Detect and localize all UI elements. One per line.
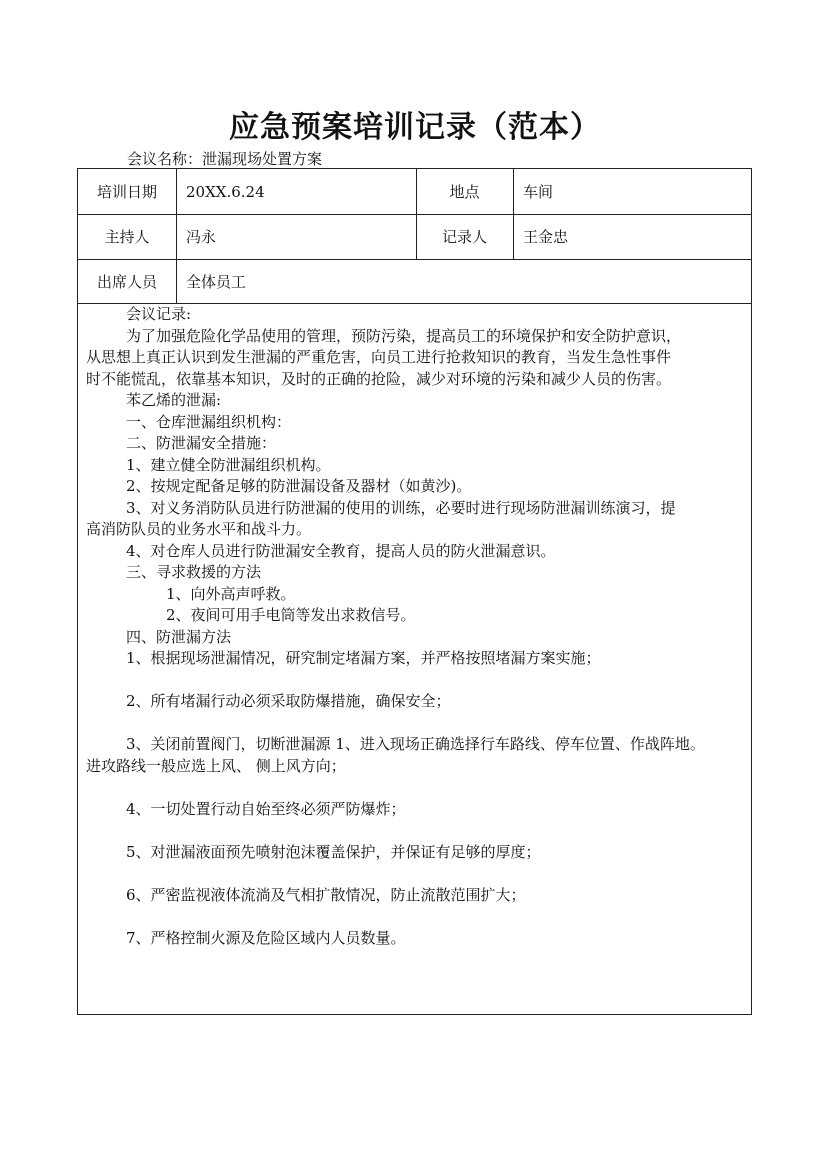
record-form (77, 168, 752, 1015)
meeting-name: 会议名称：泄漏现场处置方案 (127, 150, 323, 168)
row-attendees (78, 259, 751, 304)
row-date (78, 169, 751, 215)
document-title: 应急预案培训记录（范本） (229, 110, 601, 145)
list-item: 4、对仓库人员进行防泄漏安全教育，提高人员的防火泄漏意识。 (126, 541, 556, 560)
attendees-value: 全体员工 (186, 272, 247, 291)
section-heading: 四、防泄漏方法 (126, 627, 232, 646)
record-intro-line: 时不能慌乱，依靠基本知识，及时的正确的抢险，减少对环境的污染和减少人员的伤害。 (86, 369, 672, 388)
date-value: 20XX.6.24 (186, 182, 265, 201)
list-item: 2、所有堵漏行动必须采取防爆措施，确保安全； (126, 692, 451, 710)
list-item: 2、夜间可用手电筒等发出求救信号。 (166, 606, 416, 624)
list-item: 3、关闭前置阀门，切断泄漏源 1、进入现场正确选择行车路线、停车位置、作战阵地。 (126, 735, 705, 753)
list-item: 1、向外高声呼救。 (166, 584, 296, 603)
location-label: 地点 (449, 183, 480, 201)
section-heading: 一、仓库泄漏组织机构： (126, 412, 292, 431)
list-item: 1、根据现场泄漏情况，研究制定堵漏方案，并严格按照堵漏方案实施； (126, 649, 601, 667)
record-intro-line: 为了加强危险化学品使用的管理，预防污染，提高员工的环境保护和安全防护意识， (126, 326, 682, 345)
list-item: 1、建立健全防泄漏组织机构。 (126, 455, 331, 474)
recorder-label: 记录人 (441, 228, 487, 246)
row-host (78, 214, 751, 260)
host-value: 冯永 (186, 228, 217, 246)
list-item: 4、一切处置行动自始至终必须严防爆炸； (126, 799, 406, 818)
date-label: 培训日期 (96, 183, 157, 201)
list-item: 2、按规定配备足够的防泄漏设备及器材（如黄沙)。 (126, 477, 472, 495)
recorder-value: 王金忠 (523, 228, 569, 246)
location-value: 车间 (523, 183, 554, 201)
section-heading: 二、防泄漏安全措施： (126, 434, 277, 452)
list-item: 3、对义务消防队员进行防泄漏的使用的训练，必要时进行现场防泄漏训练演习，提 (126, 498, 676, 517)
record-heading: 会议记录: (126, 305, 192, 323)
record-subject: 苯乙烯的泄漏: (126, 391, 222, 409)
list-item: 5、对泄漏液面预先喷射泡沫覆盖保护，并保证有足够的厚度； (126, 842, 541, 861)
host-label: 主持人 (104, 228, 150, 246)
list-item-continued: 进攻路线一般应选上风、 侧上风方向； (86, 756, 346, 775)
list-item-continued: 高消防队员的业务水平和战斗力。 (86, 520, 312, 538)
list-item: 7、严格控制火源及危险区域内人员数量。 (126, 928, 406, 947)
meeting-record (86, 304, 746, 949)
record-intro-line: 从思想上真正认识到发生泄漏的严重危害，向员工进行抢救知识的教育，当发生急性事件 (86, 348, 672, 366)
list-item: 6、严密监视液体流淌及气相扩散情况，防止流散范围扩大； (126, 885, 526, 904)
attendees-label: 出席人员 (96, 272, 157, 291)
section-heading: 三、寻求救援的方法 (126, 563, 262, 581)
